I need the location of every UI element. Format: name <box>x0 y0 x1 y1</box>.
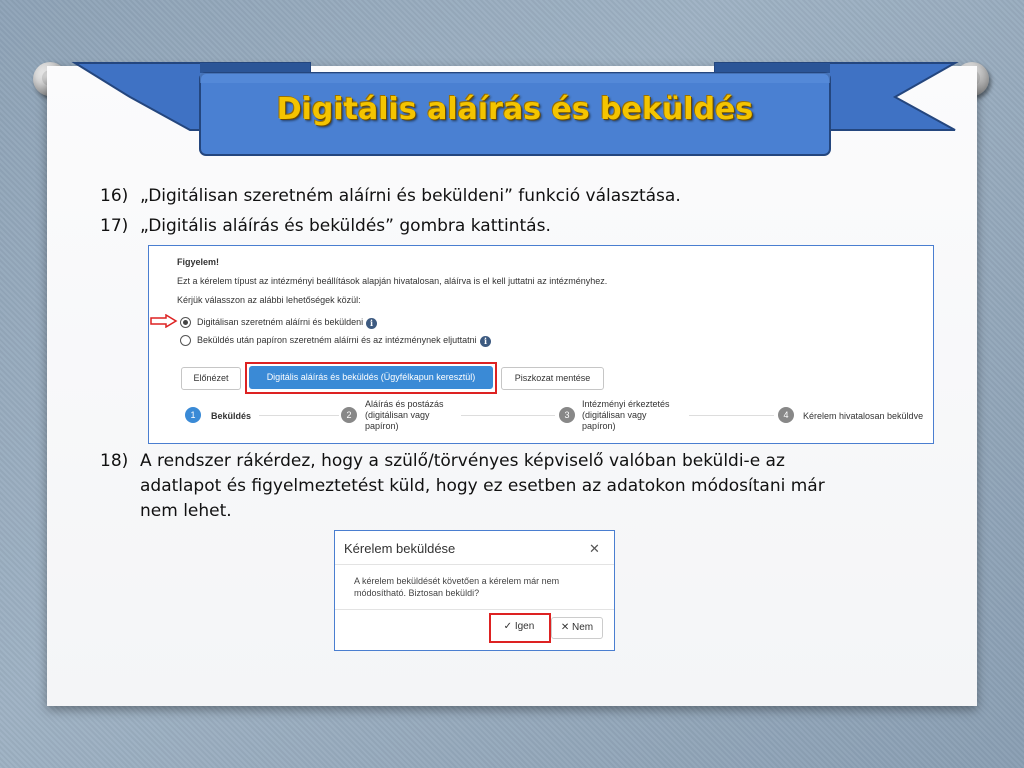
stepper-divider <box>461 415 555 416</box>
dialog-title: Kérelem beküldése <box>344 541 456 556</box>
stepper-label-3c: papíron) <box>582 421 616 431</box>
form-notice: Ezt a kérelem típust az intézményi beállítások alapján hivatalosan, aláírva is el kell juttatni az intézményhez. <box>177 276 608 286</box>
step-number: 17) <box>100 216 129 236</box>
close-icon: ✕ <box>560 622 570 633</box>
submission-form-screenshot <box>148 245 934 444</box>
form-heading: Figyelem! <box>177 257 220 267</box>
step-16 <box>100 186 681 206</box>
stepper-label-3b: (digitálisan vagy <box>582 410 647 420</box>
step-number: 18) <box>100 451 129 471</box>
option-digital-label: Digitálisan szeretném aláírni és beküldeni <box>197 317 364 327</box>
yes-button[interactable] <box>493 618 545 636</box>
info-icon[interactable]: i <box>480 336 491 347</box>
dialog-message-2: módosítható. Biztosan beküldi? <box>354 588 480 598</box>
step-text: „Digitálisan szeretném aláírni és beküldeni” funkció választása. <box>140 186 681 206</box>
stepper-step-2: 2 <box>341 407 357 423</box>
close-icon[interactable]: ✕ <box>589 541 600 556</box>
yes-label: Igen <box>514 621 535 632</box>
radio-paper[interactable] <box>180 335 191 346</box>
option-paper-label: Beküldés után papíron szeretném aláírni és az intézménynek eljuttatni <box>197 335 477 345</box>
stepper-label-2a: Aláírás és postázás <box>365 399 444 409</box>
red-arrow-icon <box>150 314 178 328</box>
step-text: A rendszer rákérdez, hogy a szülő/törvényes képviselő valóban beküldi-e az adatlapot és figyelmeztetést küld, hogy ez esetben az adatokon módosítani már nem lehet. <box>140 451 825 521</box>
no-label: Nem <box>572 622 594 633</box>
slide-title: Digitális aláírás és beküldés <box>276 92 754 127</box>
stepper-step-4: 4 <box>778 407 794 423</box>
dialog-message-1: A kérelem beküldését követően a kérelem már nem <box>354 576 560 586</box>
save-draft-button[interactable]: Piszkozat mentése <box>501 367 604 390</box>
dialog-divider <box>335 564 614 565</box>
form-prompt: Kérjük válasszon az alábbi lehetőségek közül: <box>177 295 361 305</box>
step-17 <box>100 216 551 236</box>
stepper-divider <box>259 415 339 416</box>
stepper-label-4: Kérelem hivatalosan beküldve <box>803 411 924 421</box>
stepper-label-1: Beküldés <box>211 411 252 421</box>
preview-button[interactable]: Előnézet <box>181 367 241 390</box>
step-number: 16) <box>100 186 129 206</box>
stepper-label-3a: Intézményi érkeztetés <box>582 399 670 409</box>
dialog-divider <box>335 609 614 610</box>
info-icon[interactable]: i <box>366 318 377 329</box>
stepper-step-1: 1 <box>185 407 201 423</box>
digital-sign-submit-button[interactable]: Digitális aláírás és beküldés (Ügyfélkapun keresztül) <box>249 366 493 389</box>
confirm-dialog-screenshot <box>334 530 615 651</box>
stepper-step-3: 3 <box>559 407 575 423</box>
no-button[interactable] <box>551 617 603 639</box>
stepper-label-2c: papíron) <box>365 421 399 431</box>
stepper-label-2b: (digitálisan vagy <box>365 410 430 420</box>
step-text: „Digitális aláírás és beküldés” gombra kattintás. <box>140 216 551 236</box>
check-icon: ✓ <box>503 621 513 632</box>
step-18 <box>100 449 900 529</box>
radio-digital[interactable] <box>180 317 191 328</box>
stepper-divider <box>689 415 774 416</box>
